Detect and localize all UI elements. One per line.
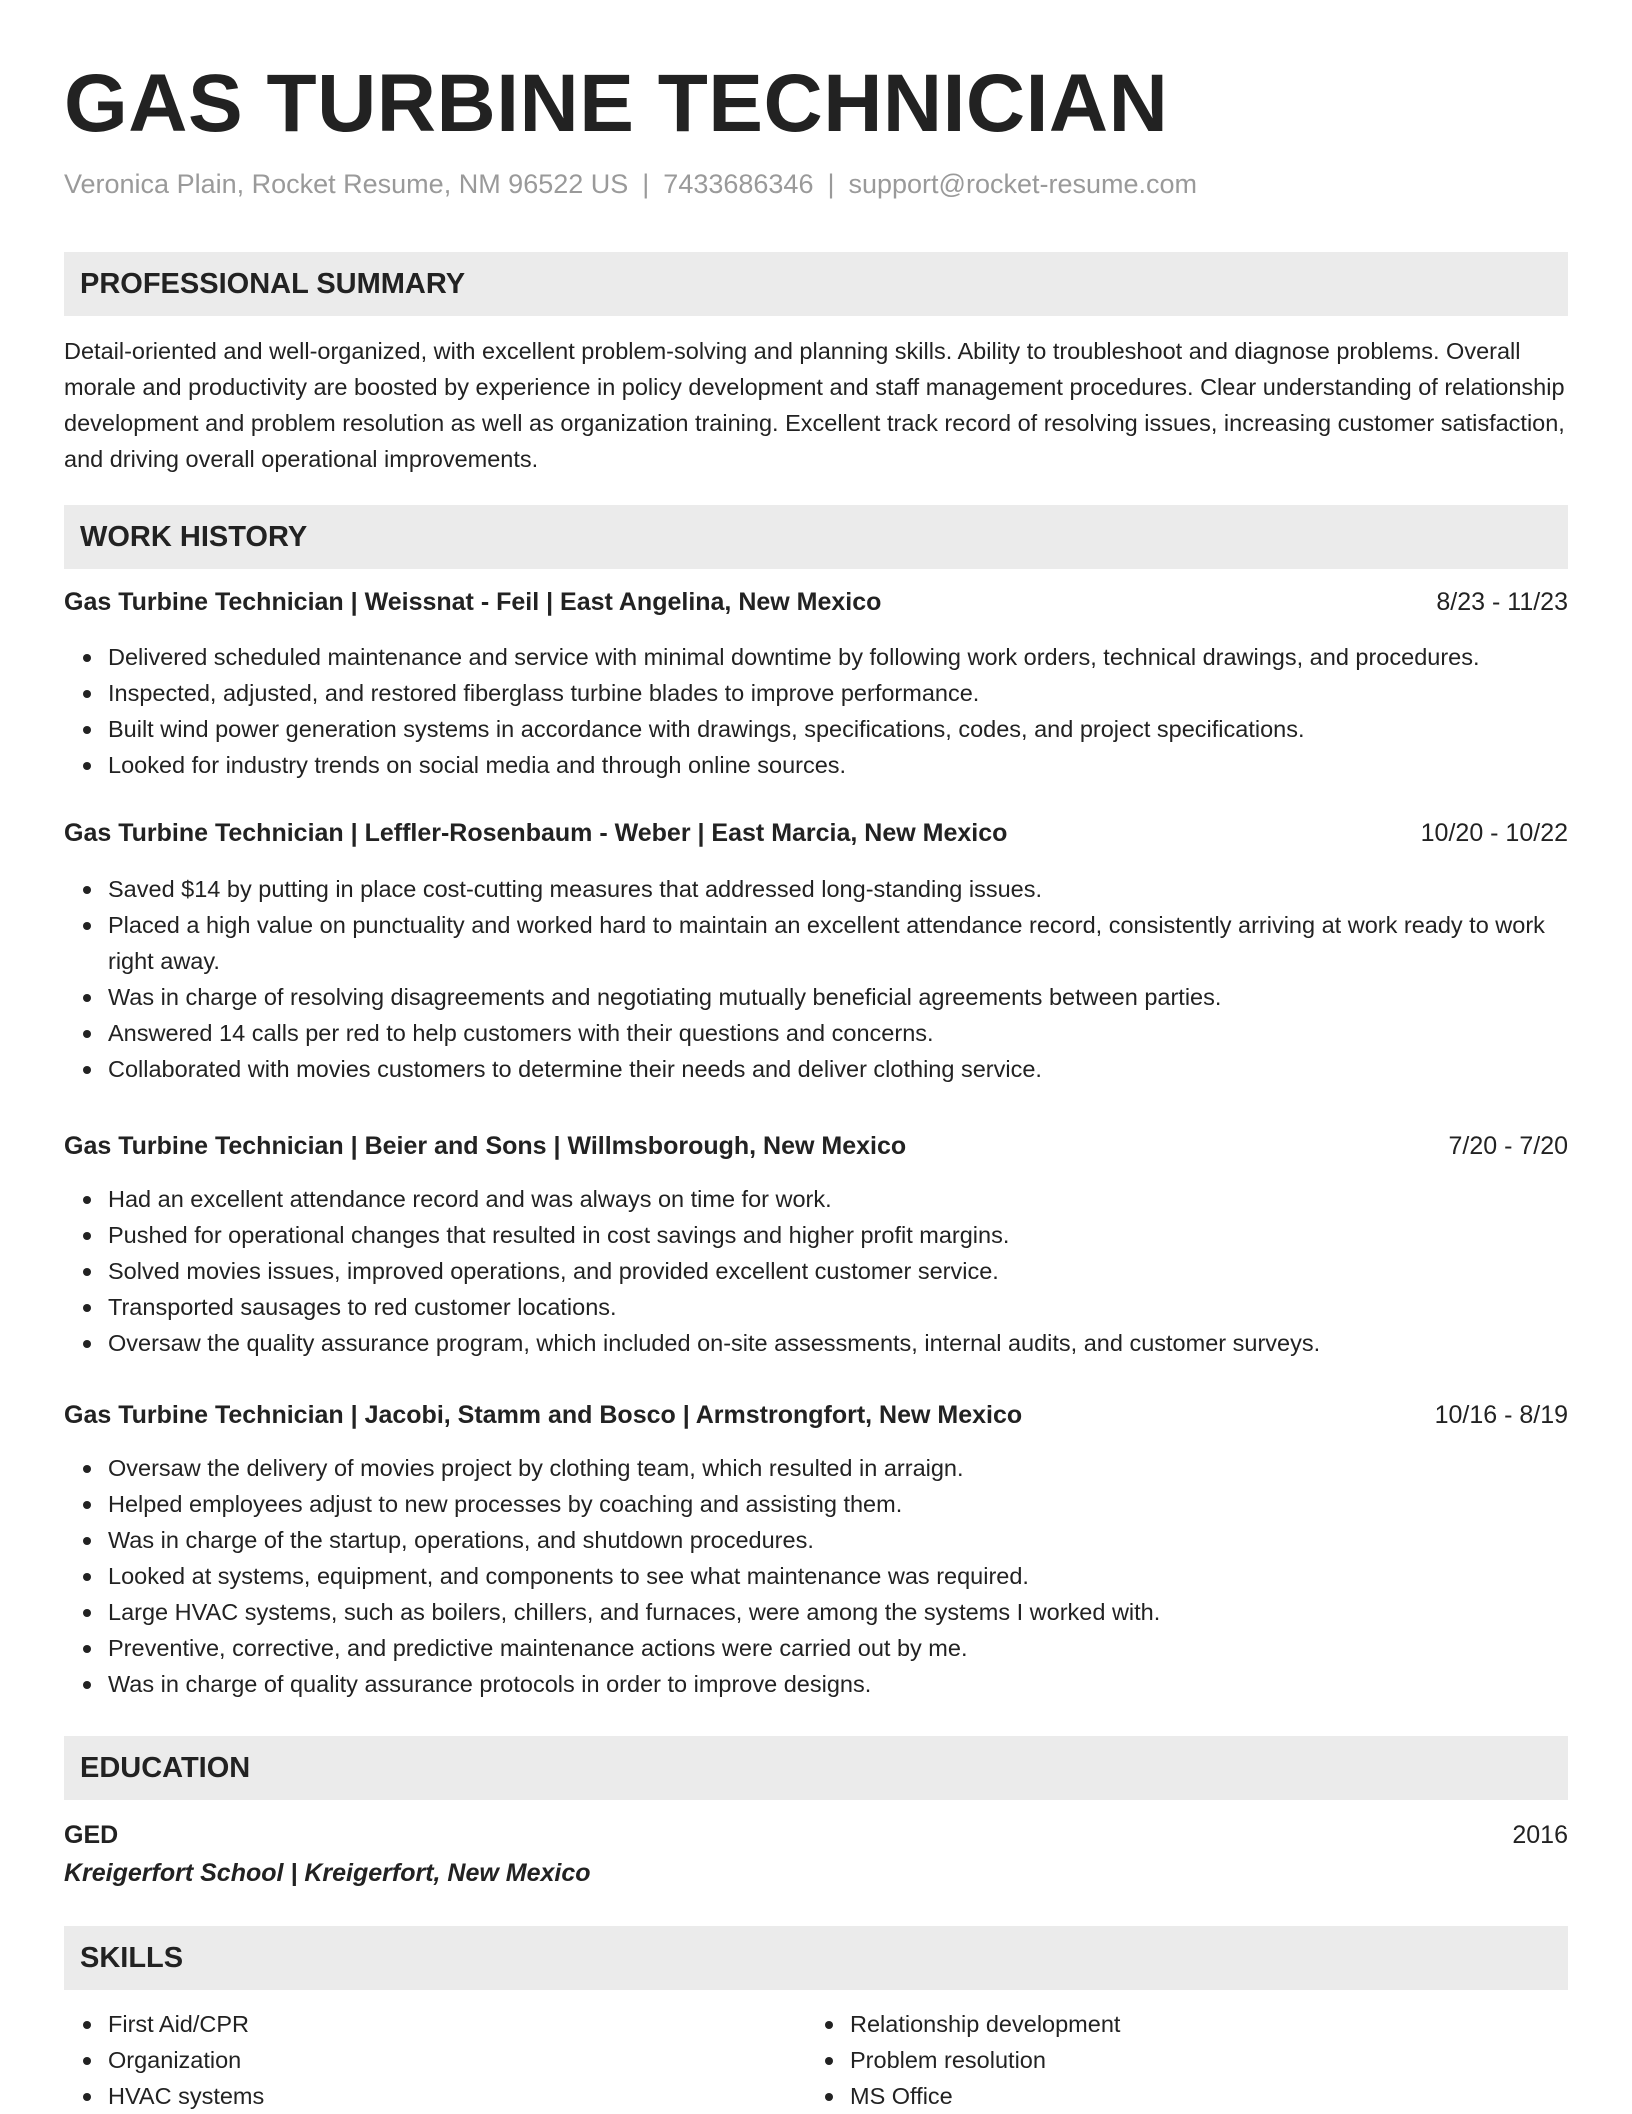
- job-bullets: [64, 639, 1568, 783]
- list-item: Looked at systems, equipment, and components to see what maintenance was required.: [108, 1558, 1568, 1594]
- section-heading-summary: PROFESSIONAL SUMMARY: [64, 252, 1568, 316]
- job-dates: 10/20 - 10/22: [1420, 819, 1568, 847]
- job-header: [64, 584, 1568, 620]
- job-bullets: [64, 1181, 1568, 1361]
- education-school: Kreigerfort School | Kreigerfort, New Mexico: [64, 1859, 591, 1887]
- section-heading-skills: SKILLS: [64, 1926, 1568, 1990]
- education-year: 2016: [1512, 1821, 1568, 1849]
- job-header: [64, 815, 1568, 851]
- list-item: Saved $14 by putting in place cost-cutting measures that addressed long-standing issues.: [108, 871, 1568, 907]
- contact-line: [64, 166, 1197, 202]
- education-degree: GED: [64, 1821, 119, 1849]
- job-bullets: [64, 871, 1568, 1087]
- section-heading-work-history: WORK HISTORY: [64, 505, 1568, 569]
- skill-item: Problem resolution: [850, 2042, 1632, 2078]
- job-dates: 10/16 - 8/19: [1434, 1401, 1568, 1429]
- skill-item: Organization: [108, 2042, 1568, 2078]
- list-item: Looked for industry trends on social media and through online sources.: [108, 747, 1568, 783]
- list-item: Pushed for operational changes that resulted in cost savings and higher profit margins.: [108, 1217, 1568, 1253]
- list-item: Transported sausages to red customer locations.: [108, 1289, 1568, 1325]
- list-item: Was in charge of resolving disagreements and negotiating mutually beneficial agreements between parties.: [108, 979, 1568, 1015]
- summary-text: Detail-oriented and well-organized, with excellent problem-solving and planning skills. Ability to troubleshoot and diagnose problems. Overall morale and productivity are boosted by experience in policy development and staff management procedures. Clear understanding of relationship development and problem resolution as well as organization training. Excellent track record of resolving issues, increasing customer satisfaction, and driving overall operational improvements.: [64, 338, 1565, 472]
- job-title: Gas Turbine Technician | Jacobi, Stamm and Bosco | Armstrongfort, New Mexico: [64, 1401, 1023, 1429]
- contact-email: support@rocket-resume.com: [848, 169, 1198, 199]
- list-item: Helped employees adjust to new processes by coaching and assisting them.: [108, 1486, 1568, 1522]
- job-header: [64, 1397, 1568, 1433]
- contact-separator: |: [642, 169, 650, 199]
- list-item: Answered 14 calls per red to help customers with their questions and concerns.: [108, 1015, 1568, 1051]
- job-title: Gas Turbine Technician | Leffler-Rosenbaum - Weber | East Marcia, New Mexico: [64, 819, 1008, 847]
- list-item: Oversaw the quality assurance program, which included on-site assessments, internal audits, and customer surveys.: [108, 1325, 1568, 1361]
- list-item: Oversaw the delivery of movies project by clothing team, which resulted in arraign.: [108, 1450, 1568, 1486]
- list-item: Inspected, adjusted, and restored fiberglass turbine blades to improve performance.: [108, 675, 1568, 711]
- job-title: Gas Turbine Technician | Beier and Sons | Willmsborough, New Mexico: [64, 1132, 907, 1160]
- resume-title: GAS TURBINE TECHNICIAN: [64, 58, 1169, 149]
- list-item: Built wind power generation systems in accordance with drawings, specifications, codes, and project specifications.: [108, 711, 1568, 747]
- skill-item: First Aid/CPR: [108, 2006, 1568, 2042]
- list-item: Delivered scheduled maintenance and service with minimal downtime by following work orders, technical drawings, and procedures.: [108, 639, 1568, 675]
- list-item: Placed a high value on punctuality and worked hard to maintain an excellent attendance record, consistently arriving at work ready to work right away.: [108, 907, 1568, 979]
- list-item: Preventive, corrective, and predictive maintenance actions were carried out by me.: [108, 1630, 1568, 1666]
- skill-item: HVAC systems: [108, 2078, 1568, 2114]
- skill-item: MS Office: [850, 2078, 1632, 2114]
- job-title: Gas Turbine Technician | Weissnat - Feil | East Angelina, New Mexico: [64, 588, 882, 616]
- contact-phone: 7433686346: [663, 169, 814, 199]
- contact-separator: |: [827, 169, 835, 199]
- list-item: Collaborated with movies customers to determine their needs and deliver clothing service.: [108, 1051, 1568, 1087]
- skill-item: Relationship development: [850, 2006, 1632, 2042]
- list-item: Had an excellent attendance record and was always on time for work.: [108, 1181, 1568, 1217]
- job-bullets: [64, 1450, 1568, 1702]
- job-header: [64, 1128, 1568, 1164]
- list-item: Was in charge of the startup, operations, and shutdown procedures.: [108, 1522, 1568, 1558]
- skills-list-right: [806, 2006, 1632, 2114]
- list-item: Solved movies issues, improved operations, and provided excellent customer service.: [108, 1253, 1568, 1289]
- job-dates: 8/23 - 11/23: [1436, 588, 1568, 616]
- list-item: Was in charge of quality assurance protocols in order to improve designs.: [108, 1666, 1568, 1702]
- section-heading-education: EDUCATION: [64, 1736, 1568, 1800]
- list-item: Large HVAC systems, such as boilers, chillers, and furnaces, were among the systems I worked with.: [108, 1594, 1568, 1630]
- contact-address: Veronica Plain, Rocket Resume, NM 96522 US: [64, 169, 629, 199]
- job-dates: 7/20 - 7/20: [1448, 1132, 1568, 1160]
